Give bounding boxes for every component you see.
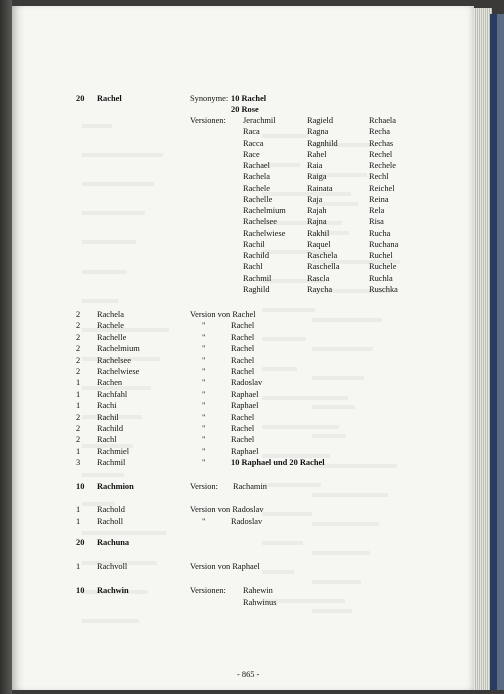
bleed-through-line [312, 376, 364, 380]
bleed-through-line [82, 531, 166, 535]
entry-count: 2 [76, 435, 81, 445]
version-name: Rucha [369, 228, 391, 238]
entry-count: 1 [76, 517, 81, 526]
version-name: Risa [369, 217, 384, 227]
version-name: Ruschka [369, 284, 398, 294]
entry-count: 2 [76, 355, 81, 365]
version-name: Rechl [369, 172, 389, 182]
entry-count: 1 [76, 378, 81, 388]
ditto-mark: " [202, 446, 206, 456]
entry-target: Raphael [231, 389, 259, 399]
version-name: Raja [307, 194, 323, 204]
bleed-through-line [312, 405, 355, 409]
version-name: Race [243, 149, 260, 159]
ditto-mark: " [202, 435, 206, 445]
page-number: - 865 - [237, 670, 260, 679]
entry-name: Rachela [97, 310, 124, 319]
version-name: Reichel [369, 183, 395, 193]
bleed-through-line [82, 619, 139, 623]
entry-target: Rachamin [233, 482, 267, 491]
entry-name: Rachil [97, 412, 119, 422]
entry-target: Rahwinus [243, 597, 277, 607]
entry-target: Rahewin [243, 586, 273, 595]
bleed-through-line [82, 328, 169, 332]
entry-count: 2 [76, 412, 81, 422]
ditto-mark: " [202, 344, 206, 354]
bleed-through-line [312, 551, 370, 555]
ditto-mark: " [202, 378, 206, 388]
entry-count: 10 [76, 586, 85, 595]
bleed-through-line [82, 299, 118, 303]
entry-name: Rachmil [97, 458, 126, 468]
bleed-through-line [82, 182, 154, 186]
bleed-through-line [312, 522, 379, 526]
bleed-through-line [262, 396, 348, 400]
entry-count: 1 [76, 389, 81, 399]
entry-name: Racholl [97, 517, 124, 526]
bleed-through-line [262, 134, 309, 138]
entry-count: 1 [76, 505, 81, 514]
entry-target: Raphael [231, 446, 259, 456]
version-name: Raghild [243, 284, 270, 294]
bleed-through-line [262, 541, 303, 545]
entry-target: Radoslav [231, 378, 263, 388]
synonym: 20 Rose [231, 105, 259, 114]
entry-target: Rachel [231, 424, 255, 433]
version-name: Ruchana [369, 239, 399, 249]
version-name: Raycha [307, 284, 333, 294]
ditto-mark: " [202, 401, 206, 411]
version-name: Rahel [307, 149, 327, 159]
entry-name: Rachmion [97, 482, 134, 491]
ditto-mark: " [202, 412, 206, 422]
entry-target: Rachel [231, 355, 255, 365]
version-name: Ragield [307, 116, 334, 125]
bleed-through-line [262, 367, 297, 371]
version-name: Rechas [369, 138, 394, 148]
entry-name: Rachele [97, 321, 124, 331]
entry-count: 20 [76, 94, 85, 103]
bleed-through-line [262, 425, 339, 429]
bleed-through-line [262, 337, 306, 341]
version-name: Rajna [307, 217, 327, 227]
ditto-mark: " [202, 458, 206, 468]
entry-description: Version: [190, 482, 218, 491]
version-name: Raia [307, 161, 323, 170]
entry-count: 1 [76, 446, 81, 456]
version-name: Racca [243, 138, 264, 148]
entry-count: 2 [76, 310, 81, 319]
entry-count: 1 [76, 401, 81, 411]
ditto-mark: " [202, 424, 206, 433]
bleed-through-line [262, 570, 294, 574]
bleed-through-line [82, 211, 145, 215]
entry-description: Version von Rachel [190, 310, 256, 319]
version-name: Rachmil [243, 273, 272, 283]
entry-target: Raphael [231, 401, 259, 411]
entry-name: Rachold [97, 505, 125, 514]
entry-name: Rachmiel [97, 446, 130, 456]
synonym: 10 Rachel [231, 94, 267, 103]
version-name: Rachael [243, 161, 270, 170]
bleed-through-line [82, 124, 112, 128]
entry-name: Rachelwiese [97, 367, 140, 376]
book-spine-shadow [0, 0, 12, 694]
entry-count: 3 [76, 458, 81, 468]
version-name: Rascla [307, 273, 330, 283]
entry-description: Versionen: [190, 586, 226, 595]
cover-edge-blue [490, 14, 497, 690]
version-name: Rachild [243, 251, 270, 260]
version-name: Rchaela [369, 116, 396, 125]
version-name: Rainata [307, 183, 333, 193]
version-name: Raquel [307, 239, 331, 249]
bleed-through-line [312, 580, 361, 584]
version-name: Ragnhild [307, 138, 338, 148]
bleed-through-line [312, 609, 352, 613]
version-name: Ruchla [369, 273, 393, 283]
entry-target: Rachel [231, 332, 255, 342]
bleed-through-line [262, 308, 315, 312]
version-name: Ragna [307, 127, 329, 137]
version-name: Rela [369, 206, 385, 215]
entry-target: Rachel [231, 344, 255, 354]
bleed-through-line [312, 347, 373, 351]
entry-count: 20 [76, 538, 85, 547]
version-name: Raschella [307, 262, 340, 272]
ditto-mark: " [202, 389, 206, 399]
ditto-mark: " [202, 355, 206, 365]
entry-name: Rachuna [97, 538, 130, 547]
bleed-through-line [82, 153, 163, 157]
entry-count: 10 [76, 482, 85, 491]
version-name: Rachela [243, 172, 270, 182]
entry-name: Rachild [97, 424, 124, 433]
bleed-through-line [312, 434, 346, 438]
entry-count: 2 [76, 424, 81, 433]
version-name: Recha [369, 127, 390, 137]
entry-description: Version von Radoslav [190, 505, 264, 514]
entry-target: Rachel [231, 412, 255, 422]
version-name: Rajah [307, 206, 327, 215]
entry-target: Radoslav [231, 517, 263, 526]
synonyme-label: Synonyme: [190, 94, 229, 103]
entry-name: Rachwin [97, 586, 129, 595]
bleed-through-line [262, 454, 330, 458]
version-name: Rachelsee [243, 217, 277, 227]
versionen-label: Versionen: [190, 116, 226, 125]
entry-description: Version von Raphael [190, 562, 260, 571]
entry-target: 10 Raphael und 20 Rachel [231, 458, 325, 468]
bleed-through-line [312, 493, 388, 497]
entry-name: Rachelle [97, 332, 127, 342]
ditto-mark: " [202, 332, 206, 342]
bleed-through-line [82, 270, 127, 274]
version-name: Rachelwiese [243, 228, 286, 238]
bleed-through-line [312, 318, 382, 322]
version-name: Rachl [243, 262, 263, 272]
entry-name: Rachi [97, 401, 117, 411]
bleed-through-line [82, 473, 124, 477]
version-name: Raschela [307, 251, 338, 260]
version-name: Rachelmium [243, 206, 286, 215]
entry-name: Rachel [97, 94, 122, 103]
entry-name: Rachvoll [97, 562, 128, 571]
entry-count: 2 [76, 367, 81, 376]
ditto-mark: " [202, 517, 206, 526]
book-page [12, 6, 474, 690]
entry-name: Rachen [97, 378, 123, 388]
entry-name: Rachelmium [97, 344, 140, 354]
ditto-mark: " [202, 321, 206, 331]
entry-name: Rachl [97, 435, 117, 445]
version-name: Rachelle [243, 194, 273, 204]
entry-count: 1 [76, 562, 81, 571]
cover-edge-gray [497, 14, 504, 690]
version-name: Ruchele [369, 262, 397, 272]
version-name: Rachele [243, 183, 270, 193]
bleed-through-line [82, 240, 136, 244]
version-name: Reina [369, 194, 389, 204]
ditto-mark: " [202, 367, 206, 376]
entry-target: Rachel [231, 435, 255, 445]
bleed-through-line [262, 512, 312, 516]
version-name: Ruchel [369, 251, 393, 260]
version-name: Jerachmil [243, 116, 276, 125]
entry-count: 2 [76, 344, 81, 354]
version-name: Rakhil [307, 228, 330, 238]
entry-target: Rachel [231, 321, 255, 331]
bleed-through-line [262, 483, 321, 487]
entry-count: 2 [76, 332, 81, 342]
entry-count: 2 [76, 321, 81, 331]
entry-name: Rachelsee [97, 355, 131, 365]
version-name: Raca [243, 127, 260, 137]
version-name: Raiga [307, 172, 327, 182]
entry-name: Rachfahl [97, 389, 128, 399]
version-name: Rechel [369, 149, 393, 159]
entry-target: Rachel [231, 367, 255, 376]
version-name: Rachil [243, 239, 265, 249]
version-name: Rechele [369, 161, 396, 170]
